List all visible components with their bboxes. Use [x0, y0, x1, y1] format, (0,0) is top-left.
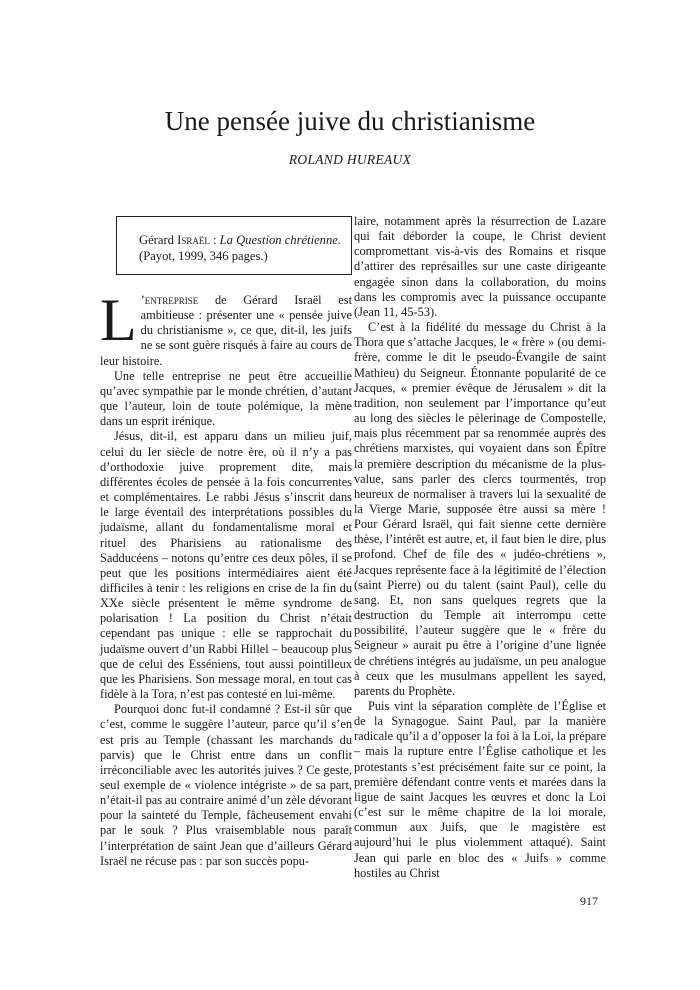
right-column	[354, 214, 606, 881]
drop-cap: L	[100, 287, 137, 353]
article-author: ROLAND HUREAUX	[288, 152, 412, 167]
article-title: Une pensée juive du christianisme	[164, 106, 536, 136]
reference-author-last: Israël	[177, 233, 210, 247]
first-paragraph-text: de Gérard Israël est ambitieuse : présenter une « pensée juive du christianisme », ce que, dit-il, les juifs ne se sont guère risqués à faire au cours de leur histoire.	[100, 293, 352, 368]
left-column	[100, 216, 352, 869]
paragraph: Une telle entreprise ne peut être accueillie qu’avec sympathie par le monde chrétien, d’autant que l’auteur, loin de toute polémique, la mène dans un esprit irénique.	[100, 368, 352, 429]
paragraph: Jésus, dit-il, est apparu dans un milieu juif, celui du Ier siècle de notre ère, où il n’y a pas d’orthodoxie juive proprement dite, mais différentes écoles de pensée à la fois concurrentes et complémentaires. Le rabbi Jésus s’inscrit dans le large éventail des interprétations possibles du judaïsme, allant du fondamentalisme moral et rituel des Pharisiens au rationalisme des Sadducéens – notons qu’entre ces deux pôles, il se peut que les positions intermédiaires aient été difficiles à tenir : les religions en crise de la fin du XXe siècle présentent le même syndrome de polarisation ! La position du Christ n’était cependant pas unique : elle se rapprochait du judaïsme ouvert d’un Rabbi Hillel – beaucoup plus que de celui des Esséniens, tout aussi pointilleux que les Pharisiens. Son message moral, en tout cas fidèle à la Tora, n’est pas contesté en lui-même.	[100, 429, 352, 702]
first-small-caps: ’entreprise	[140, 293, 199, 307]
reference-author-first: Gérard	[139, 233, 174, 247]
paragraph: Pourquoi donc fut-il condamné ? Est-il sûr que c’est, comme le suggère l’auteur, parce qu’il s’en est pris au Temple (chassant les marchands du parvis) que le Christ entre dans un conflit irréconciliable avec les autorités juives ? Ce geste, seul exemple de « violence intégriste » de sa part, n’était-il pas au contraire animé d’un zèle dévorant pour la sainteté du Temple, fâcheusement envahi par le souk ? Plus vraisemblable nous paraît l’interprétation de saint Jean que d’ailleurs Gérard Israël ne récuse pas : par son succès popu-	[100, 702, 352, 868]
reference-work-title: La Question chrétienne.	[219, 233, 341, 247]
paragraph-continued: laire, notamment après la résurrection de Lazare qui fait déborder la coupe, le Christ devient compromettant vis-à-vis des Romains et risque d’attirer des représailles sur une caste dirigeante engagée sinon dans la collaboration, du moins dans les compromis avec la puissance occupante (Jean 11, 45-53).	[354, 214, 606, 319]
paragraph: Puis vint la séparation complète de l’Église et de la Synagogue. Saint Paul, par la manière radicale qu’il a d’opposer la foi à la Loi, la prépare – mais la rupture entre l’Église catholique et les protestants s’est précisément faite sur ce point, la première défendant contre vents et marées dans la ligue de saint Jacques les œuvres et donc la Loi (c’est sur le même chapitre de la loi morale, commun aux Juifs, que le magistère est aujourd’hui le plus violemment attaqué). Saint Jean qui parle en bloc des « Juifs » comme hostiles au Christ	[354, 699, 606, 880]
page-number: 917	[580, 894, 598, 908]
paragraph: C’est à la fidélité du message du Christ à la Thora que s’attache Jacques, le « frère » (ou demi-frère, comme le dit le pseudo-Évangile de saint Mathieu) du Seigneur. Étonnante popularité de ce Jacques, « premier évêque de Jérusalem » dit la tradition, non seulement par l’importance qu’eut au long des siècles le pèlerinage de Compostelle, mais plus récemment par sa renommée auprès des chrétiens marxistes, qui voyaient dans son Épître la première description du mécanisme de la plus-value, sans parler des clercs tourmentés, trop heureux de normaliser à travers lui la sexualité de la Vierge Marie, supposée être aussi sa mère ! Pour Gérard Israël, qui fait sienne cette dernière thèse, l’intérêt est autre, et, il faut bien le dire, plus profond. Chef de file des « judéo-chrétiens », Jacques représente face à la légitimité de l’élection (saint Pierre) ou du talent (saint Paul), celle du sang. Et, non sans quelques regrets que la destruction du Temple ait interrompu cette possibilité, l’auteur suggère que le « frère du Seigneur » aurait pu être à l’origine d’une lignée de chrétiens intégrés au judaïsme, un peu analogue à ceux que les musulmans appellent les sayed, parents du Prophète.	[354, 320, 606, 698]
paragraph-first	[100, 287, 352, 369]
book-reference-box	[116, 216, 352, 275]
reference-separator: :	[209, 233, 220, 247]
reference-publisher: (Payot, 1999, 346 pages.)	[139, 248, 268, 263]
